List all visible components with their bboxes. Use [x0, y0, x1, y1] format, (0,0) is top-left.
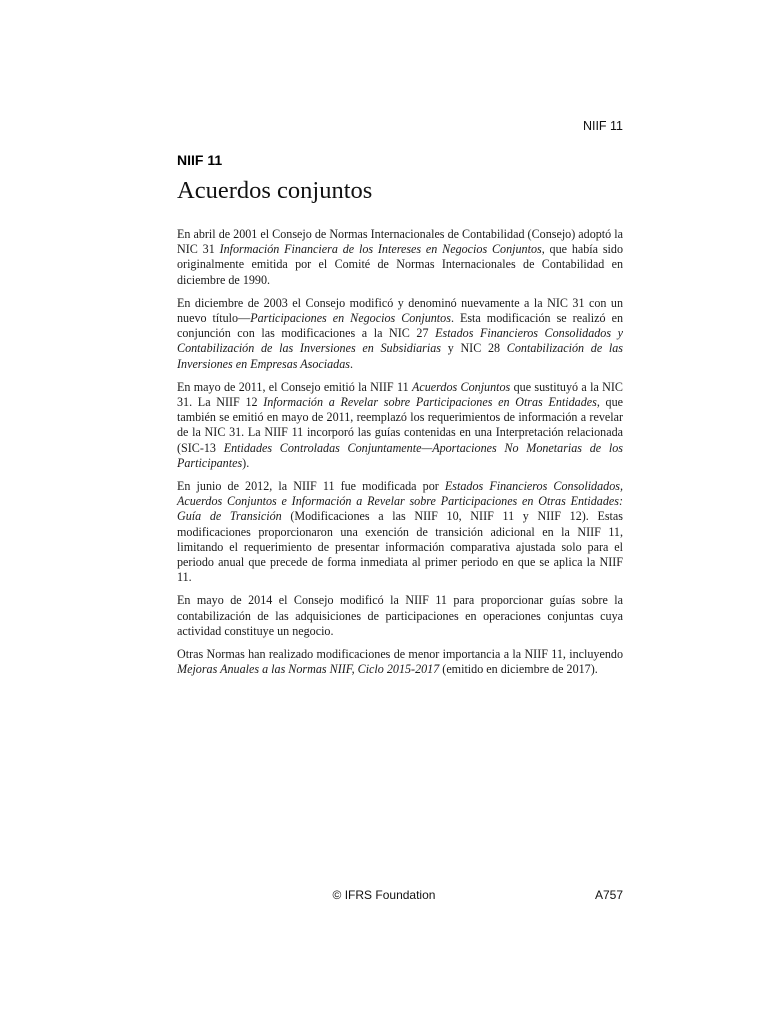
italic-title-run: Contabilización de las Inversiones en Empresas Asociadas — [177, 341, 624, 371]
running-head: NIIF 11 — [582, 119, 623, 133]
page-title: Acuerdos conjuntos — [177, 177, 373, 204]
italic-title-run: Mejoras Anuales a las Normas NIIF, Ciclo 2015-2017 — [177, 662, 440, 677]
italic-title-run: Participaciones en Negocios Conjuntos — [250, 311, 451, 326]
text-run: y NIC 28 — [440, 341, 507, 356]
body-paragraph — [177, 479, 623, 585]
text-run: Otras Normas han realizado modificaciones de menor importancia a la NIIF 11, incluyendo — [177, 647, 623, 662]
text-run: En mayo de 2011, el Consejo emitió la NIIF 11 — [177, 379, 412, 394]
standard-code: NIIF 11 — [177, 152, 223, 168]
italic-title-run: Entidades Controladas Conjuntamente—Aportaciones No Monetarias de los Participantes — [177, 440, 623, 470]
text-run: . — [350, 356, 354, 371]
italic-title-run: Estados Financieros Consolidados, Acuerdos Conjuntos e Información a Revelar sobre Participaciones en Otras Entidades: Guía de Transición — [177, 479, 623, 524]
italic-title-run: Información Financiera de los Intereses en Negocios Conjuntos — [219, 242, 542, 257]
italic-title-run: Estados Financieros Consolidados y Contabilización de las Inversiones en Subsidiarias — [177, 326, 623, 356]
text-run: que sustituyó a la NIC 31. La NIIF 12 — [177, 379, 623, 410]
text-run: , que también se emitió en mayo de 2011, reemplazó los requerimientos de información a revelar de la NIC 31. La NIIF 11 incorporó las guías contenidas en una Interpretación relacionada (SIC-13 — [177, 395, 623, 455]
footer-copyright: © IFRS Foundation — [332, 888, 436, 902]
footer-page-number: A757 — [594, 888, 623, 902]
text-run: En abril de 2001 el Consejo de Normas Internacionales de Contabilidad (Consejo) adoptó la NIC 31 — [177, 227, 623, 257]
body-paragraph — [177, 593, 623, 639]
text-run: (emitido en diciembre de 2017). — [439, 662, 598, 677]
text-run: En mayo de 2014 el Consejo modificó la NIIF 11 para proporcionar guías sobre la contabilización de las adquisiciones de participaciones en operaciones conjuntas cuya actividad constituye un negocio. — [177, 593, 623, 638]
body-paragraph — [177, 647, 623, 677]
body-paragraph — [177, 296, 623, 372]
body-paragraph — [177, 380, 623, 471]
italic-title-run: Información a Revelar sobre Participaciones en Otras Entidades — [263, 395, 597, 410]
introduction-body — [177, 227, 623, 685]
text-run: En diciembre de 2003 el Consejo modificó y denominó nuevamente a la NIC 31 con un nuevo título— — [177, 295, 623, 326]
text-run: , que había sido originalmente emitida por el Comité de Normas Internacionales de Contabilidad en diciembre de 1990. — [177, 242, 624, 287]
text-run: (Modificaciones a las NIIF 10, NIIF 11 y NIIF 12). Estas modificaciones proporcionaron una exención de transición adicional en la NIIF 11, limitando el requerimiento de presentar información comparativa ajustada solo para el periodo anual que precede de forma inmediata al primer periodo en que se aplica la NIIF 11. — [177, 509, 623, 585]
text-run: ). — [242, 455, 250, 470]
text-run: En junio de 2012, la NIIF 11 fue modificada por — [177, 479, 445, 494]
body-paragraph — [177, 227, 623, 288]
text-run: . Esta modificación se realizó en conjunción con las modificaciones a la NIC 27 — [177, 311, 623, 341]
italic-title-run: Acuerdos Conjuntos — [411, 379, 511, 394]
